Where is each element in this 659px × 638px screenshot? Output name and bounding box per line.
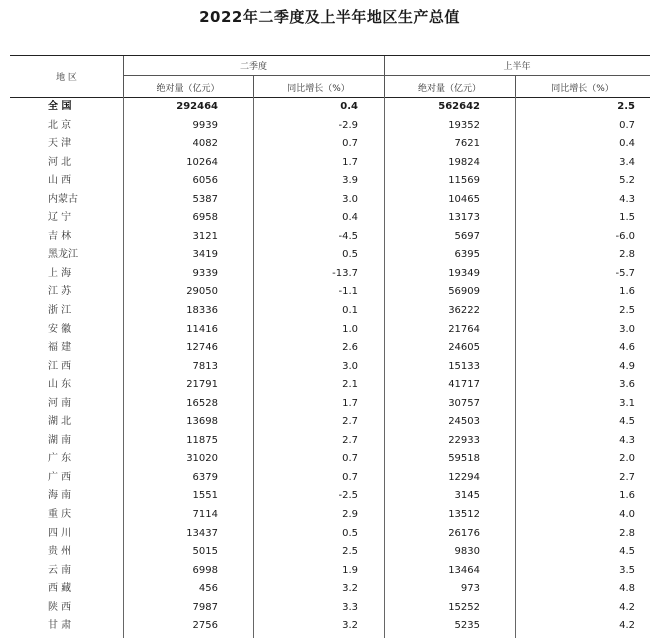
- table-row: [10, 283, 650, 302]
- q2-growth-cell: 3.3: [342, 601, 358, 613]
- h1-abs-cell: 5235: [454, 620, 480, 632]
- table-header: [10, 56, 650, 98]
- h1-growth-cell: 2.8: [619, 249, 635, 261]
- h1-growth-cell: 4.6: [619, 342, 635, 354]
- table-row: [10, 432, 650, 451]
- q2-abs-cell: 7813: [192, 360, 218, 372]
- region-cell: 河 南: [48, 397, 72, 409]
- region-cell: 西 藏: [48, 583, 72, 595]
- table-row: [10, 172, 650, 191]
- column-divider: [253, 96, 254, 638]
- h1-growth-cell: -6.0: [615, 230, 635, 242]
- q2-abs-cell: 7987: [192, 601, 218, 613]
- header-q2-growth: 同比增长（%）: [287, 84, 350, 94]
- q2-growth-cell: 3.9: [342, 175, 358, 187]
- header-h1-abs: 绝对量（亿元）: [417, 84, 481, 94]
- q2-growth-cell: 2.7: [342, 434, 358, 446]
- h1-growth-cell: 3.5: [619, 564, 635, 576]
- column-divider: [515, 96, 516, 638]
- region-cell: 内蒙古: [48, 193, 78, 205]
- q2-growth-cell: 2.9: [342, 509, 358, 521]
- h1-abs-cell: 973: [460, 583, 480, 595]
- table-row: [10, 228, 650, 247]
- region-cell: 云 南: [48, 564, 72, 576]
- h1-growth-cell: 2.5: [617, 101, 635, 112]
- q2-growth-cell: 2.6: [342, 342, 358, 354]
- q2-abs-cell: 6379: [192, 471, 218, 483]
- h1-abs-cell: 10465: [448, 193, 480, 205]
- q2-abs-cell: 11875: [186, 434, 218, 446]
- region-cell: 河 北: [48, 156, 72, 168]
- q2-growth-cell: 0.7: [342, 471, 358, 483]
- q2-abs-cell: 10264: [186, 156, 218, 168]
- q2-abs-cell: 6056: [192, 175, 218, 187]
- header-h1: 上半年: [503, 62, 531, 72]
- h1-growth-cell: 4.3: [619, 434, 635, 446]
- q2-growth-cell: 0.5: [342, 249, 358, 261]
- q2-abs-cell: 12746: [186, 342, 218, 354]
- region-cell: 全 国: [48, 101, 72, 112]
- table-row: [10, 506, 650, 525]
- h1-abs-cell: 11569: [448, 175, 480, 187]
- region-cell: 江 苏: [48, 286, 72, 298]
- q2-growth-cell: 1.7: [342, 156, 358, 168]
- q2-abs-cell: 9339: [192, 267, 218, 279]
- region-cell: 北 京: [48, 119, 72, 131]
- region-cell: 山 东: [48, 379, 72, 391]
- header-q2: 二季度: [239, 62, 267, 72]
- h1-abs-cell: 3145: [454, 490, 480, 502]
- region-cell: 安 徽: [48, 323, 72, 335]
- table-row: [10, 358, 650, 377]
- table-row: [10, 450, 650, 469]
- q2-abs-cell: 9939: [192, 119, 218, 131]
- region-cell: 海 南: [48, 490, 72, 502]
- q2-growth-cell: 1.7: [342, 397, 358, 409]
- region-cell: 江 西: [48, 360, 72, 372]
- q2-growth-cell: 3.2: [342, 620, 358, 632]
- q2-abs-cell: 456: [198, 583, 218, 595]
- region-cell: 上 海: [48, 267, 72, 279]
- q2-growth-cell: -4.5: [338, 230, 358, 242]
- h1-abs-cell: 9830: [454, 546, 480, 558]
- q2-growth-cell: 0.1: [342, 305, 358, 317]
- table-row: [10, 599, 650, 618]
- q2-growth-cell: 0.4: [342, 212, 358, 224]
- table-row: [10, 321, 650, 340]
- q2-abs-cell: 1551: [192, 490, 218, 502]
- h1-growth-cell: 0.4: [619, 138, 635, 150]
- q2-growth-cell: 1.0: [342, 323, 358, 335]
- table-row: [10, 209, 650, 228]
- h1-abs-cell: 6395: [454, 249, 480, 261]
- q2-growth-cell: 2.1: [342, 379, 358, 391]
- table-row: [10, 191, 650, 210]
- table-row: [10, 469, 650, 488]
- q2-growth-cell: 2.7: [342, 416, 358, 428]
- h1-growth-cell: 2.5: [619, 305, 635, 317]
- q2-abs-cell: 13437: [186, 527, 218, 539]
- h1-abs-cell: 22933: [448, 434, 480, 446]
- header-subdivider: [123, 75, 650, 76]
- table-row: [10, 376, 650, 395]
- region-cell: 山 西: [48, 175, 72, 187]
- h1-growth-cell: 1.5: [619, 212, 635, 224]
- q2-abs-cell: 13698: [186, 416, 218, 428]
- h1-growth-cell: 2.8: [619, 527, 635, 539]
- table-row: [10, 525, 650, 544]
- region-cell: 辽 宁: [48, 212, 72, 224]
- q2-abs-cell: 3121: [192, 230, 218, 242]
- q2-abs-cell: 21791: [186, 379, 218, 391]
- h1-abs-cell: 19349: [448, 267, 480, 279]
- h1-abs-cell: 24503: [448, 416, 480, 428]
- h1-abs-cell: 5697: [454, 230, 480, 242]
- q2-abs-cell: 4082: [192, 138, 218, 150]
- h1-abs-cell: 7621: [454, 138, 480, 150]
- h1-abs-cell: 26176: [448, 527, 480, 539]
- h1-abs-cell: 30757: [448, 397, 480, 409]
- h1-abs-cell: 24605: [448, 342, 480, 354]
- region-cell: 天 津: [48, 138, 72, 150]
- h1-growth-cell: 3.0: [619, 323, 635, 335]
- h1-growth-cell: 4.5: [619, 416, 635, 428]
- h1-abs-cell: 12294: [448, 471, 480, 483]
- q2-abs-cell: 3419: [192, 249, 218, 261]
- q2-abs-cell: 6998: [192, 564, 218, 576]
- h1-abs-cell: 562642: [438, 101, 480, 112]
- table-row: [10, 117, 650, 136]
- column-divider: [384, 96, 385, 638]
- q2-growth-cell: -1.1: [338, 286, 358, 298]
- h1-abs-cell: 15252: [448, 601, 480, 613]
- column-divider: [123, 96, 124, 638]
- h1-abs-cell: 56909: [448, 286, 480, 298]
- table-row: [10, 617, 650, 636]
- table-row: [10, 413, 650, 432]
- q2-growth-cell: 2.5: [342, 546, 358, 558]
- h1-abs-cell: 59518: [448, 453, 480, 465]
- h1-abs-cell: 13464: [448, 564, 480, 576]
- table-row: [10, 154, 650, 173]
- table-row: [10, 395, 650, 414]
- h1-growth-cell: 4.2: [619, 601, 635, 613]
- h1-growth-cell: 4.8: [619, 583, 635, 595]
- q2-growth-cell: 1.9: [342, 564, 358, 576]
- h1-growth-cell: 3.6: [619, 379, 635, 391]
- q2-growth-cell: -2.5: [338, 490, 358, 502]
- h1-abs-cell: 36222: [448, 305, 480, 317]
- h1-growth-cell: 2.7: [619, 471, 635, 483]
- h1-abs-cell: 15133: [448, 360, 480, 372]
- region-cell: 湖 南: [48, 434, 72, 446]
- header-region: 地 区: [56, 73, 77, 83]
- h1-abs-cell: 13512: [448, 509, 480, 521]
- table-row: [10, 246, 650, 265]
- h1-growth-cell: -5.7: [615, 267, 635, 279]
- h1-growth-cell: 5.2: [619, 175, 635, 187]
- table-row: [10, 135, 650, 154]
- h1-growth-cell: 4.9: [619, 360, 635, 372]
- region-cell: 重 庆: [48, 509, 72, 521]
- header-q2-abs: 绝对量（亿元）: [156, 84, 220, 94]
- table-body: [10, 98, 650, 636]
- q2-abs-cell: 11416: [186, 323, 218, 335]
- region-cell: 浙 江: [48, 305, 72, 317]
- q2-growth-cell: -2.9: [338, 119, 358, 131]
- table-row: [10, 543, 650, 562]
- q2-abs-cell: 16528: [186, 397, 218, 409]
- h1-abs-cell: 13173: [448, 212, 480, 224]
- h1-abs-cell: 41717: [448, 379, 480, 391]
- region-cell: 贵 州: [48, 546, 72, 558]
- q2-abs-cell: 18336: [186, 305, 218, 317]
- table-row: [10, 302, 650, 321]
- region-cell: 黑龙江: [48, 249, 78, 261]
- q2-abs-cell: 292464: [176, 101, 218, 112]
- region-cell: 广 西: [48, 471, 72, 483]
- q2-growth-cell: 0.7: [342, 453, 358, 465]
- h1-growth-cell: 4.2: [619, 620, 635, 632]
- table-row: [10, 562, 650, 581]
- page-title: 2022年二季度及上半年地区生产总值: [199, 8, 460, 26]
- h1-growth-cell: 3.1: [619, 397, 635, 409]
- table-row: [10, 265, 650, 284]
- q2-growth-cell: -13.7: [332, 267, 358, 279]
- h1-growth-cell: 2.0: [619, 453, 635, 465]
- region-cell: 湖 北: [48, 416, 72, 428]
- header-h1-growth: 同比增长（%）: [551, 84, 614, 94]
- h1-abs-cell: 19352: [448, 119, 480, 131]
- table-row: [10, 580, 650, 599]
- h1-growth-cell: 1.6: [619, 490, 635, 502]
- region-cell: 福 建: [48, 342, 72, 354]
- h1-abs-cell: 21764: [448, 323, 480, 335]
- q2-abs-cell: 5387: [192, 193, 218, 205]
- q2-growth-cell: 3.2: [342, 583, 358, 595]
- h1-growth-cell: 4.0: [619, 509, 635, 521]
- q2-abs-cell: 5015: [192, 546, 218, 558]
- h1-growth-cell: 4.5: [619, 546, 635, 558]
- q2-growth-cell: 3.0: [342, 193, 358, 205]
- q2-abs-cell: 2756: [192, 620, 218, 632]
- h1-growth-cell: 0.7: [619, 119, 635, 131]
- h1-growth-cell: 1.6: [619, 286, 635, 298]
- q2-abs-cell: 6958: [192, 212, 218, 224]
- h1-growth-cell: 4.3: [619, 193, 635, 205]
- region-cell: 广 东: [48, 453, 72, 465]
- q2-growth-cell: 0.7: [342, 138, 358, 150]
- q2-abs-cell: 31020: [186, 453, 218, 465]
- table-row: [10, 339, 650, 358]
- table-row: [10, 487, 650, 506]
- h1-abs-cell: 19824: [448, 156, 480, 168]
- region-cell: 陕 西: [48, 601, 72, 613]
- region-cell: 吉 林: [48, 230, 72, 242]
- q2-growth-cell: 0.4: [340, 101, 358, 112]
- q2-abs-cell: 7114: [192, 509, 218, 521]
- table-row-total: [10, 98, 650, 117]
- q2-abs-cell: 29050: [186, 286, 218, 298]
- gdp-table: [10, 55, 650, 636]
- h1-growth-cell: 3.4: [619, 156, 635, 168]
- q2-growth-cell: 0.5: [342, 527, 358, 539]
- q2-growth-cell: 3.0: [342, 360, 358, 372]
- region-cell: 甘 肃: [48, 620, 72, 632]
- region-cell: 四 川: [48, 527, 72, 539]
